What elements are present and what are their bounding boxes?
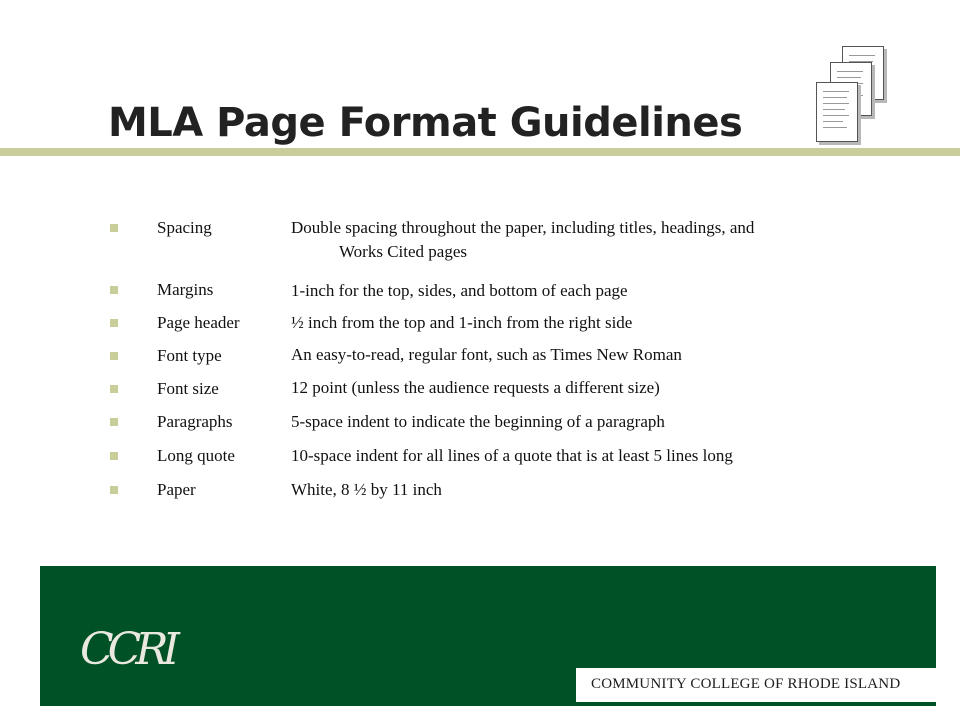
guideline-description-line: Works Cited pages xyxy=(339,242,467,261)
guideline-label: Spacing xyxy=(157,218,212,237)
guideline-label: Paragraphs xyxy=(157,412,233,431)
slide-title: MLA Page Format Guidelines xyxy=(108,100,743,146)
bullet-icon xyxy=(110,486,118,494)
guideline-label: Margins xyxy=(157,280,214,299)
guideline-description-line: Double spacing throughout the paper, including titles, headings, and xyxy=(291,218,755,237)
guideline-description: 10-space indent for all lines of a quote that is at least 5 lines long xyxy=(291,446,733,465)
guideline-description: 12 point (unless the audience requests a different size) xyxy=(291,378,660,397)
ccri-logo xyxy=(80,624,176,684)
guideline-label: Paper xyxy=(157,480,196,499)
guideline-label: Font size xyxy=(157,379,219,398)
bullet-icon xyxy=(110,385,118,393)
documents-icon xyxy=(812,40,888,150)
guideline-label: Font type xyxy=(157,346,222,365)
guideline-description: 5-space indent to indicate the beginning of a paragraph xyxy=(291,412,665,431)
bullet-icon xyxy=(110,352,118,360)
bullet-icon xyxy=(110,452,118,460)
bullet-icon xyxy=(110,224,118,232)
guideline-description: An easy-to-read, regular font, such as Times New Roman xyxy=(291,345,682,364)
bullet-icon xyxy=(110,418,118,426)
guideline-description: ½ inch from the top and 1-inch from the right side xyxy=(291,313,633,332)
college-name: COMMUNITY COLLEGE OF RHODE ISLAND xyxy=(591,676,901,692)
guideline-description xyxy=(291,216,891,264)
guideline-label: Page header xyxy=(157,313,240,332)
bullet-icon xyxy=(110,319,118,327)
guideline-description: White, 8 ½ by 11 inch xyxy=(291,480,442,499)
ccri-logo-text: CCRI xyxy=(80,624,174,675)
guideline-label: Long quote xyxy=(157,446,235,465)
guideline-description: 1-inch for the top, sides, and bottom of each page xyxy=(291,281,628,300)
bullet-icon xyxy=(110,286,118,294)
